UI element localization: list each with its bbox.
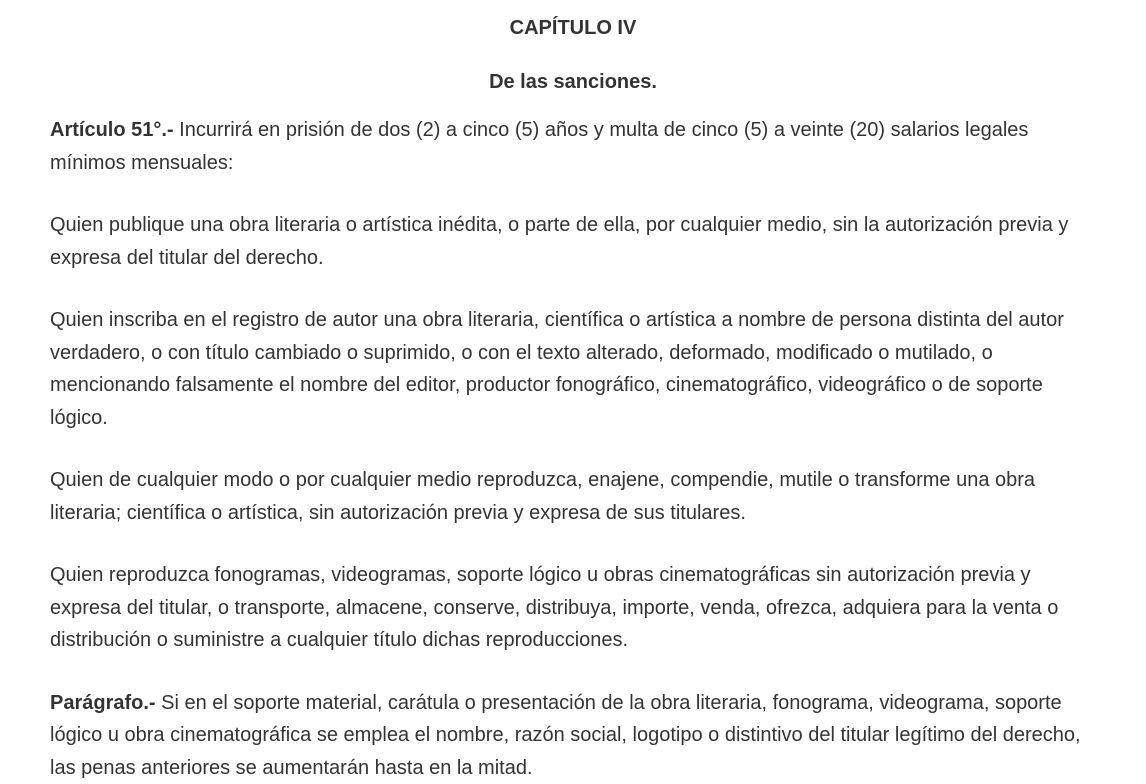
chapter-title: CAPÍTULO IV <box>50 0 1096 40</box>
article-paragraph <box>50 114 1096 179</box>
clause-1: Quien publique una obra literaria o artística inédita, o parte de ella, por cualquier medio, sin la autorización previa y expresa del titular del derecho. <box>50 209 1096 274</box>
clause-4: Quien reproduzca fonogramas, videogramas, soporte lógico u obras cinematográficas sin autorización previa y expresa del titular, o transporte, almacene, conserve, distribuya, importe, venda, ofrezca, adquiera para la venta o distribución o suministre a cualquier título dichas reproducciones. <box>50 559 1096 657</box>
article-intro: Incurrirá en prisión de dos (2) a cinco (5) años y multa de cinco (5) a veinte (20) salarios legales mínimos mensuales: <box>50 119 1028 174</box>
article-label: Artículo 51°.- <box>50 119 174 141</box>
paragrafo-label: Parágrafo.- <box>50 692 156 714</box>
section-title: De las sanciones. <box>50 70 1096 94</box>
paragrafo-paragraph <box>50 687 1096 784</box>
clause-2: Quien inscriba en el registro de autor una obra literaria, científica o artística a nombre de persona distinta del autor verdadero, o con título cambiado o suprimido, o con el texto alterado, deformado, modificado o mutilado, o mencionando falsamente el nombre del editor, productor fonográfico, cinematográfico, videográfico o de soporte lógico. <box>50 304 1096 434</box>
paragrafo-text: Si en el soporte material, carátula o presentación de la obra literaria, fonograma, videograma, soporte lógico u obra cinematográfica se emplea el nombre, razón social, logotipo o distintivo del titular legítimo del derecho, las penas anteriores se aumentarán hasta en la mitad. <box>50 692 1081 779</box>
clause-3: Quien de cualquier modo o por cualquier medio reproduzca, enajene, compendie, mutile o transforme una obra literaria; científica o artística, sin autorización previa y expresa de sus titulares. <box>50 464 1096 529</box>
